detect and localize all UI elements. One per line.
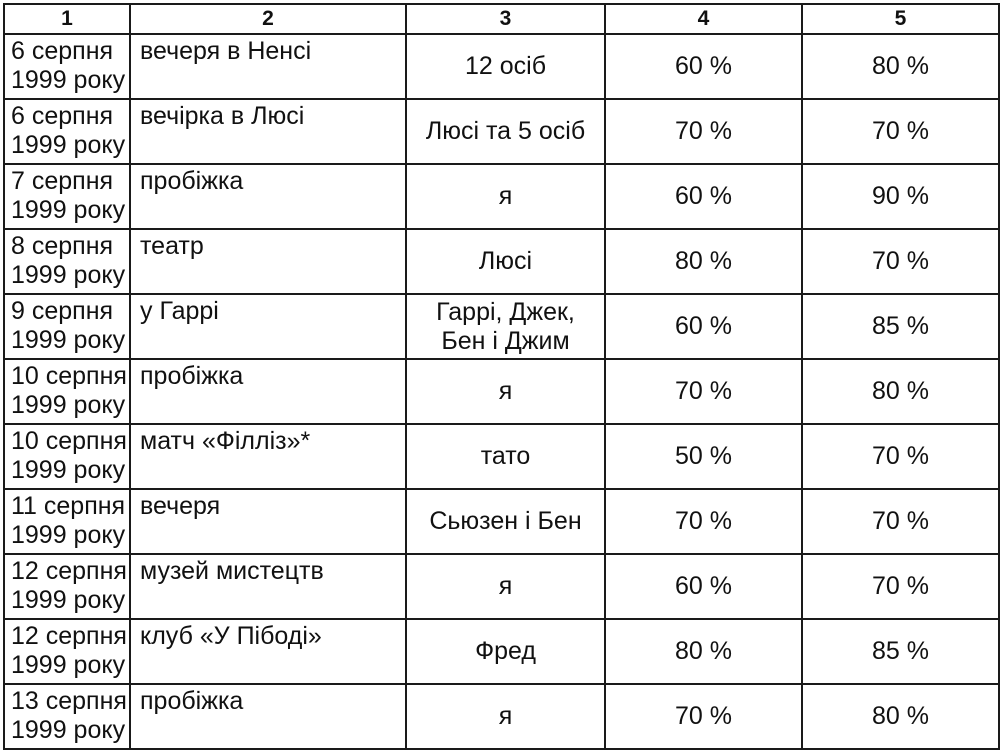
cell-col-4: 60 % — [605, 34, 802, 99]
cell-company: Люсі та 5 осіб — [406, 99, 605, 164]
date-line: 1999 року — [11, 326, 126, 354]
table-row — [4, 229, 999, 294]
cell-event: у Гаррі — [130, 294, 406, 359]
cell-company: тато — [406, 424, 605, 489]
table-row — [4, 684, 999, 749]
table-row — [4, 359, 999, 424]
cell-col-4: 60 % — [605, 164, 802, 229]
cell-date — [4, 424, 130, 489]
cell-event: пробіжка — [130, 164, 406, 229]
date-line: 1999 року — [11, 586, 126, 614]
cell-company: Люсі — [406, 229, 605, 294]
cell-event: клуб «У Пібоді» — [130, 619, 406, 684]
cell-event: вечеря — [130, 489, 406, 554]
table-row — [4, 619, 999, 684]
table-row — [4, 424, 999, 489]
cell-col-4: 70 % — [605, 99, 802, 164]
date-line: 1999 року — [11, 131, 126, 159]
date-line: 11 серпня — [11, 492, 126, 520]
date-line: 6 серпня — [11, 37, 114, 65]
date-line: 13 серпня — [11, 687, 127, 715]
cell-col-5: 80 % — [802, 684, 999, 749]
cell-event: музей мистецтв — [130, 554, 406, 619]
cell-company: Гаррі, Джек, Бен і Джим — [406, 294, 605, 359]
cell-event: вечеря в Ненсі — [130, 34, 406, 99]
cell-date — [4, 489, 130, 554]
cell-col-4: 60 % — [605, 294, 802, 359]
table-header — [4, 4, 999, 34]
cell-col-4: 60 % — [605, 554, 802, 619]
cell-date — [4, 229, 130, 294]
cell-company: я — [406, 164, 605, 229]
header-col-3: 3 — [406, 4, 605, 34]
date-line: 1999 року — [11, 521, 126, 549]
cell-col-5: 85 % — [802, 619, 999, 684]
cell-col-5: 70 % — [802, 99, 999, 164]
header-col-1: 1 — [4, 4, 130, 34]
cell-col-5: 80 % — [802, 359, 999, 424]
cell-date — [4, 619, 130, 684]
header-col-5: 5 — [802, 4, 999, 34]
cell-date — [4, 554, 130, 619]
cell-col-5: 90 % — [802, 164, 999, 229]
cell-date — [4, 684, 130, 749]
date-line: 10 серпня — [11, 427, 127, 455]
data-table — [3, 3, 1000, 750]
cell-company: я — [406, 554, 605, 619]
cell-col-4: 80 % — [605, 619, 802, 684]
date-line: 1999 року — [11, 261, 126, 289]
cell-col-5: 80 % — [802, 34, 999, 99]
cell-company: 12 осіб — [406, 34, 605, 99]
table-row — [4, 489, 999, 554]
cell-col-4: 70 % — [605, 489, 802, 554]
table-row — [4, 99, 999, 164]
table-body — [4, 34, 999, 749]
cell-event: пробіжка — [130, 684, 406, 749]
cell-company: Сьюзен і Бен — [406, 489, 605, 554]
cell-event: вечірка в Люсі — [130, 99, 406, 164]
table-row — [4, 34, 999, 99]
cell-date — [4, 294, 130, 359]
cell-company: я — [406, 684, 605, 749]
date-line: 1999 року — [11, 716, 126, 744]
cell-date — [4, 99, 130, 164]
cell-col-4: 70 % — [605, 359, 802, 424]
cell-col-5: 70 % — [802, 554, 999, 619]
cell-col-5: 70 % — [802, 424, 999, 489]
date-line: 10 серпня — [11, 362, 127, 390]
cell-col-5: 70 % — [802, 229, 999, 294]
header-col-4: 4 — [605, 4, 802, 34]
date-line: 1999 року — [11, 651, 126, 679]
table-row — [4, 294, 999, 359]
date-line: 1999 року — [11, 456, 126, 484]
cell-col-4: 70 % — [605, 684, 802, 749]
header-row — [4, 4, 999, 34]
date-line: 1999 року — [11, 391, 126, 419]
cell-date — [4, 359, 130, 424]
date-line: 1999 року — [11, 196, 126, 224]
cell-company: Фред — [406, 619, 605, 684]
header-col-2: 2 — [130, 4, 406, 34]
page — [3, 3, 1000, 750]
date-line: 12 серпня — [11, 622, 127, 650]
date-line: 1999 року — [11, 66, 126, 94]
cell-date — [4, 34, 130, 99]
cell-date — [4, 164, 130, 229]
date-line: 6 серпня — [11, 102, 114, 130]
cell-event: театр — [130, 229, 406, 294]
cell-company: я — [406, 359, 605, 424]
cell-col-4: 80 % — [605, 229, 802, 294]
date-line: 9 серпня — [11, 297, 114, 325]
cell-col-5: 85 % — [802, 294, 999, 359]
date-line: 7 серпня — [11, 167, 114, 195]
cell-event: пробіжка — [130, 359, 406, 424]
date-line: 12 серпня — [11, 557, 127, 585]
table-row — [4, 554, 999, 619]
table-row — [4, 164, 999, 229]
date-line: 8 серпня — [11, 232, 114, 260]
cell-event: матч «Філліз»* — [130, 424, 406, 489]
cell-col-5: 70 % — [802, 489, 999, 554]
cell-col-4: 50 % — [605, 424, 802, 489]
